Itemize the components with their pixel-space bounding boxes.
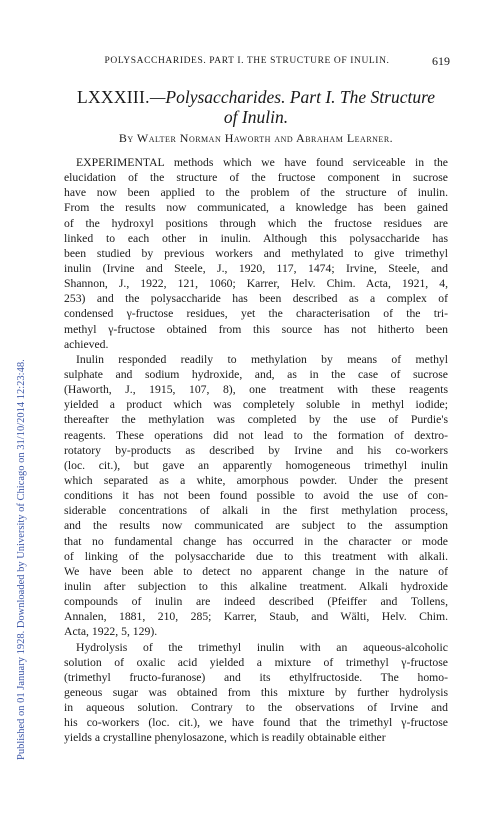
- download-watermark-text: Published on 01 January 1928. Downloaded by University of Chicago on 31/10/2014 12:23:48.: [16, 359, 27, 760]
- text-line: which separated as a white, amorphous powder. Under the present: [64, 473, 448, 487]
- text-line: (loc. cit.), but gave an apparently homogeneous trimethyl inulin: [64, 458, 448, 472]
- text-line: and the results now communicated are subject to the assumption: [64, 519, 448, 533]
- text-line: siderable concentrations of alkali in the first methylation process,: [64, 504, 448, 518]
- text-line: his co-workers (loc. cit.), we have found that the trimethyl γ-fructose: [64, 716, 448, 730]
- text-line: of linking of the polysaccharide due to this treatment with alkali.: [64, 549, 448, 563]
- text-line: condensed γ-fructose residues, yet the characterisation of the tri-: [64, 307, 448, 321]
- text-line: reagents. These operations did not lead to the formation of dextro-: [64, 428, 448, 442]
- article-title: [58, 87, 454, 127]
- paragraph: [64, 640, 448, 746]
- text-line: methyl γ-fructose obtained from this source has not hitherto been: [64, 322, 448, 336]
- text-line: yields a crystalline phenylosazone, which is readily obtainable either: [64, 731, 386, 745]
- text-line: Hydrolysis of the trimethyl inulin with an aqueous-alcoholic: [76, 640, 448, 654]
- text-line: that no fundamental change has occurred in the character or mode: [64, 534, 448, 548]
- text-line: in aqueous solution. Contrary to the observations of Irvine and: [64, 701, 448, 715]
- text-line: elucidation of the structure of the fructose component in sucrose: [64, 171, 448, 185]
- text-line: inulin (Irvine and Steele, J., 1920, 117, 1474; Irvine, Steele, and: [64, 261, 448, 275]
- article-body: [64, 155, 448, 745]
- text-line: We have been able to detect no apparent change in the nature of: [64, 564, 448, 578]
- text-line: geneous sugar was obtained from this mixture by further hydrolysis: [64, 685, 448, 699]
- text-line: From the results now communicated, a knowledge has been gained: [64, 201, 448, 215]
- running-title: POLYSACCHARIDES. PART I. THE STRUCTURE OF INULIN.: [104, 56, 390, 66]
- text-line: solution of oxalic acid yielded a mixture of trimethyl γ-fructose: [64, 655, 448, 669]
- download-watermark: [4, 100, 27, 760]
- text-line: compounds of inulin are indeed described (Pfeiffer and Tollens,: [64, 595, 448, 609]
- text-line: inulin after subjection to this alkaline treatment. Alkali hydroxide: [64, 579, 448, 593]
- page-number: 619: [432, 54, 450, 68]
- paragraph: [64, 155, 448, 352]
- text-line: yielded a product which was completely soluble in methyl iodide;: [64, 398, 448, 412]
- text-line: have now been applied to the problem of the structure of inulin.: [64, 186, 448, 200]
- text-line: Inulin responded readily to methylation by means of methyl: [76, 352, 448, 366]
- running-header: [62, 56, 450, 69]
- article-number: LXXXIII.: [76, 87, 150, 107]
- text-line: linked to each other in inulin. Although this polysaccharide has: [64, 231, 448, 245]
- text-line: conditions it has not been found possible to avoid the use of con-: [64, 489, 448, 503]
- text-line: of the hydroxyl positions through which the fructose residues are: [64, 216, 448, 230]
- text-line: 253) and the polysaccharide has been described as a complex of: [64, 292, 448, 306]
- article-authors: By Walter Norman Haworth and Abraham Learner.: [118, 131, 394, 145]
- article-title-line2: of Inulin.: [223, 107, 289, 127]
- text-line: thereafter the methylation was completed by the use of Purdie's: [64, 413, 448, 427]
- text-line: (trimethyl fructo-furanose) and its ethylfructoside. The homo-: [64, 670, 448, 684]
- text-line: Acta, 1922, 5, 129).: [64, 625, 158, 639]
- text-line: EXPERIMENTAL methods which we have found serviceable in the: [76, 156, 448, 169]
- text-line: been studied by previous workers and methylated to give trimethyl: [64, 246, 448, 260]
- text-line: (Haworth, J., 1915, 107, 8), one treatment with these reagents: [64, 383, 448, 397]
- paragraph: [64, 352, 448, 640]
- text-line: rotatory by-products as described by Irvine and his co-workers: [64, 443, 448, 457]
- text-line: Shannon, J., 1922, 121, 1060; Karrer, Helv. Chim. Acta, 1921, 4,: [64, 277, 448, 291]
- text-line: achieved.: [64, 337, 109, 351]
- article-title-line1: —Polysaccharides. Part I. The Structure: [149, 87, 436, 107]
- text-line: sulphate and sodium hydroxide, and, as in the case of sucrose: [64, 367, 448, 381]
- text-line: Annalen, 1881, 210, 285; Karrer, Staub, and Wälti, Helv. Chim.: [64, 610, 448, 624]
